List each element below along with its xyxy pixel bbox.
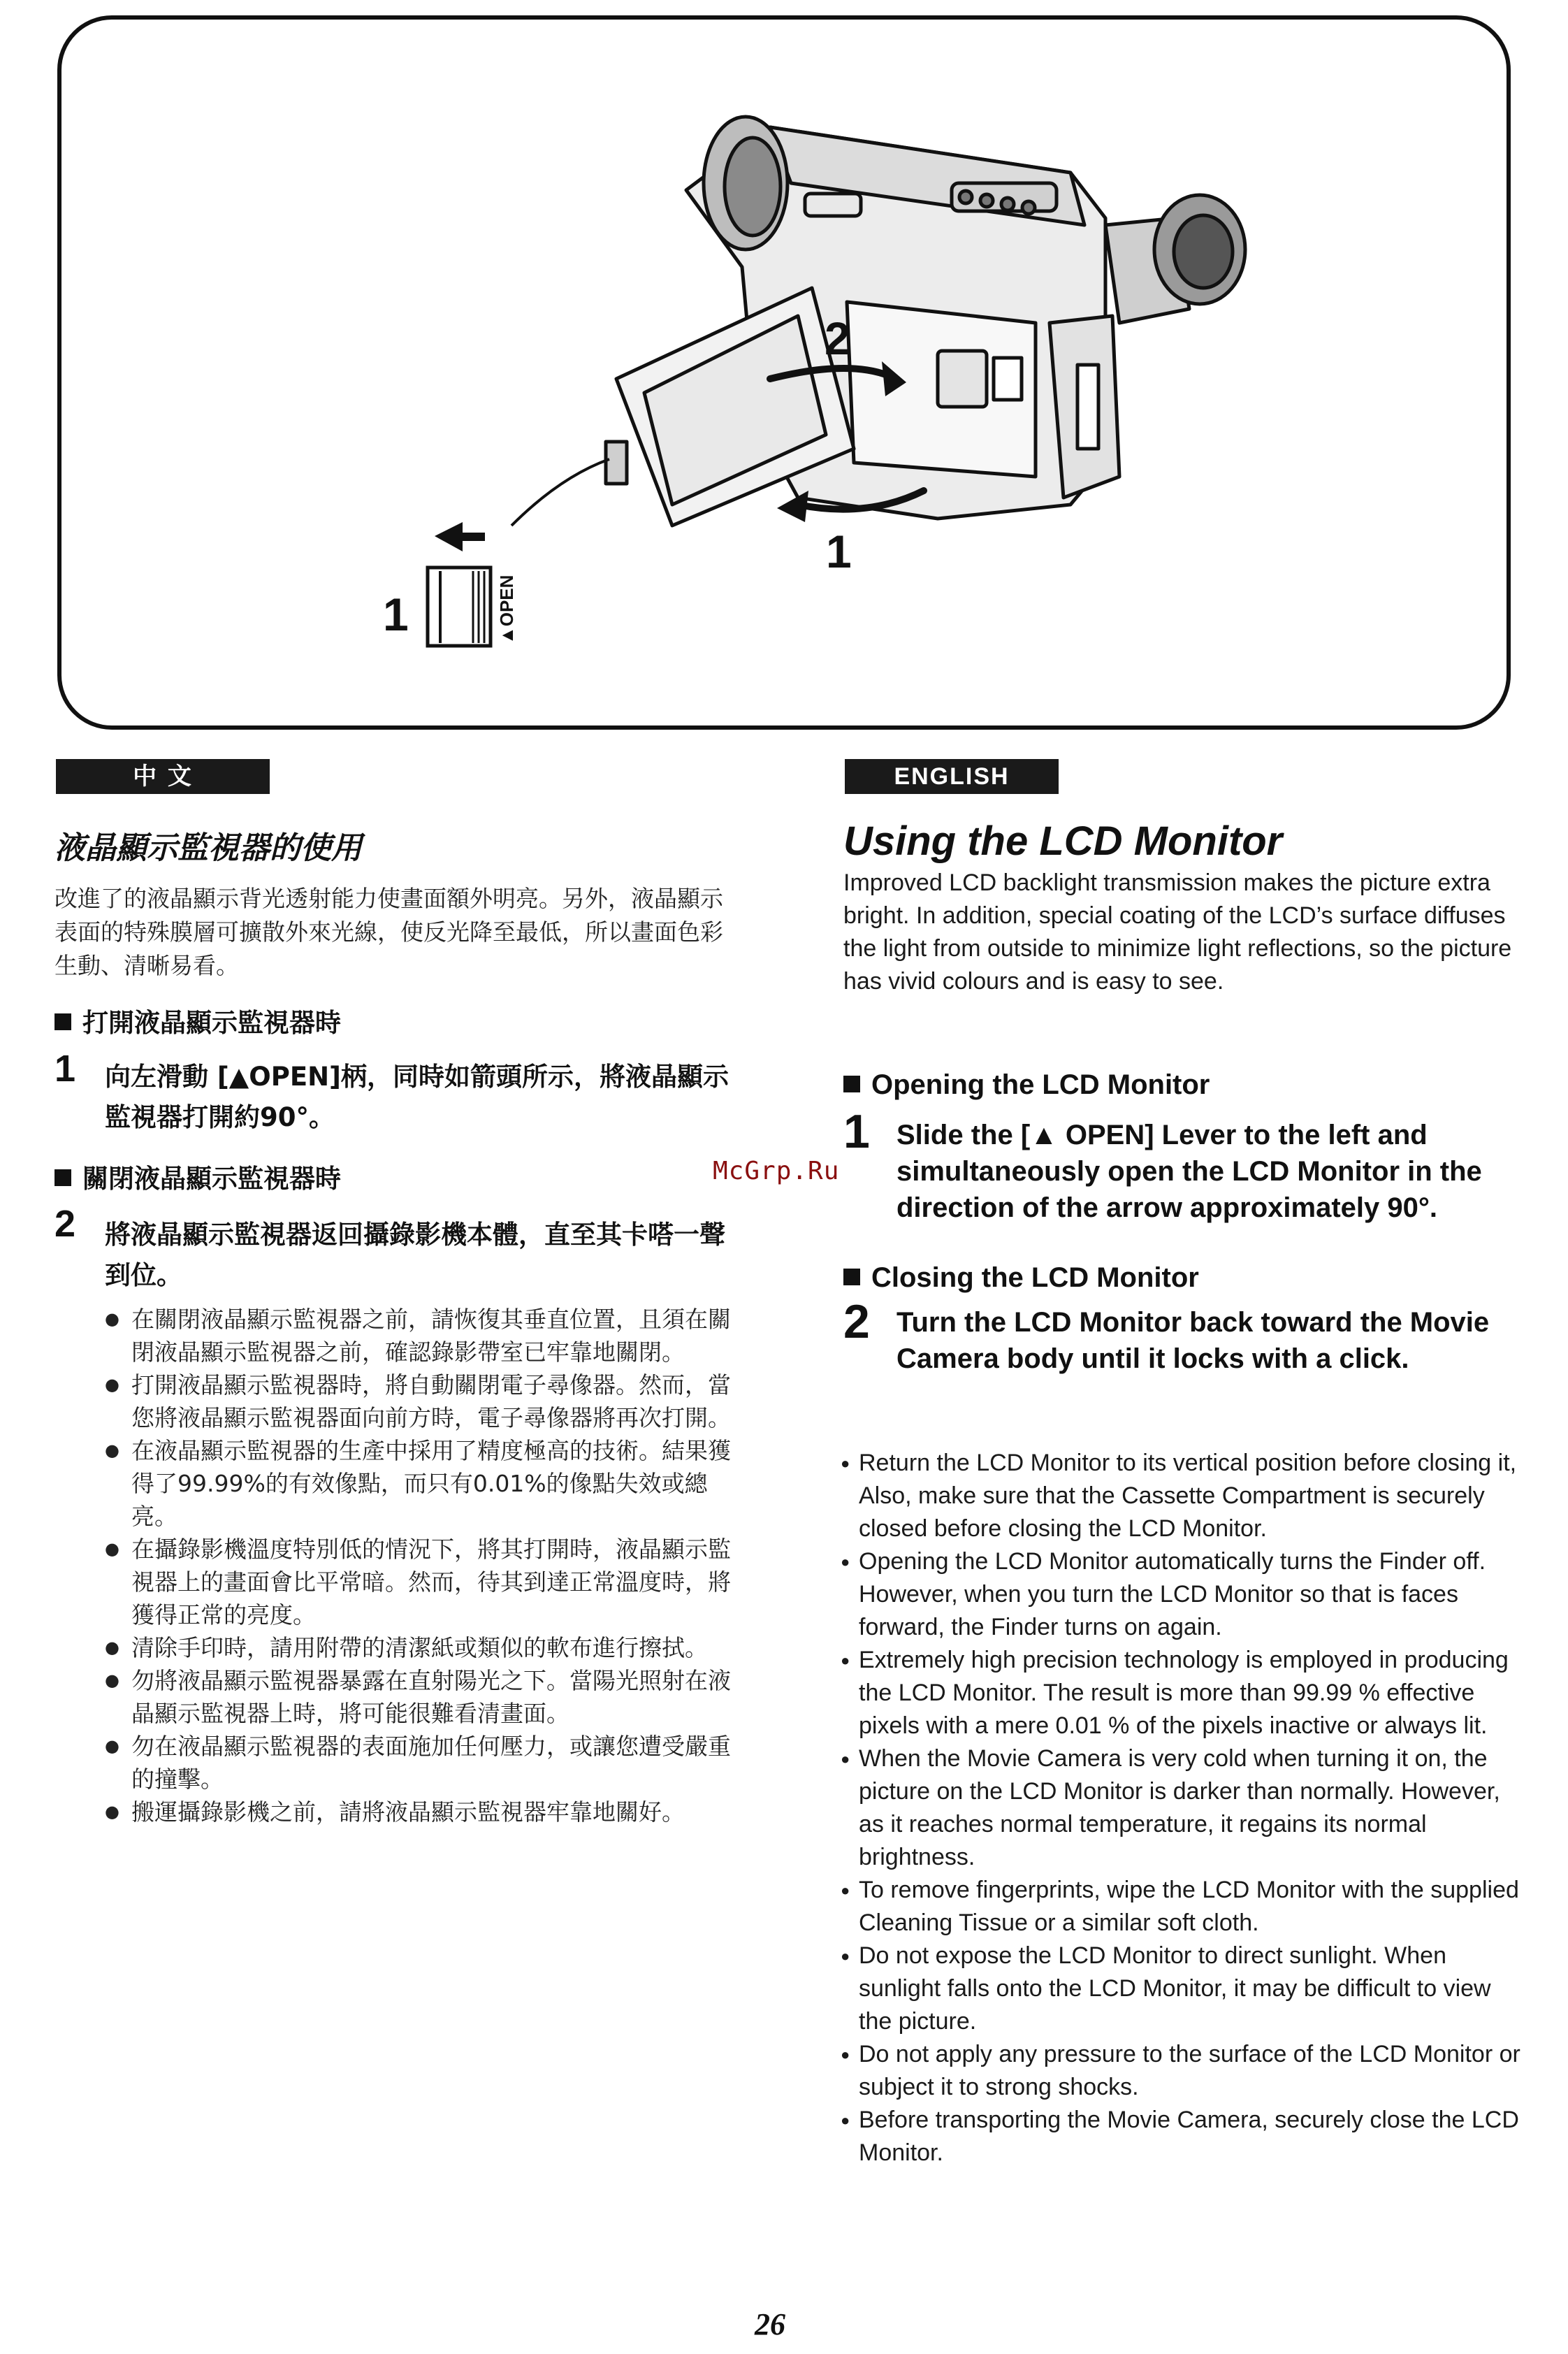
arrow-head-1 bbox=[777, 491, 808, 522]
camcorder-illustration bbox=[57, 15, 1511, 730]
english-step1-text: Slide the [▲ OPEN] Lever to the left and simultaneously open the LCD Monitor in the direction of the arrow approximately 90°. bbox=[896, 1120, 1482, 1223]
list-item: ● Do not expose the LCD Monitor to direct sunlight. When sunlight falls onto the LCD Monitor, it may be difficult to view the picture. bbox=[843, 1940, 1528, 2038]
chinese-language-bar: 中 文 bbox=[56, 759, 270, 794]
english-bullet-list bbox=[843, 1447, 1528, 2169]
english-opening-heading-text: Opening the LCD Monitor bbox=[871, 1069, 1210, 1100]
chinese-opening-heading bbox=[55, 1002, 341, 1039]
english-closing-heading bbox=[843, 1262, 1199, 1294]
square-bullet-icon bbox=[843, 1076, 860, 1092]
leader-line bbox=[511, 459, 609, 526]
list-item: ● To remove fingerprints, wipe the LCD Monitor with the supplied Cleaning Tissue or a similar soft cloth. bbox=[843, 1874, 1528, 1940]
chinese-intro: 改進了的液晶顯示背光透射能力使畫面額外明亮。另外，液晶顯示表面的特殊膜層可擴散外來光線，使反光降至最低，所以畫面色彩生動、清晰易看。 bbox=[55, 885, 723, 979]
english-language-bar: ENGLISH bbox=[845, 759, 1059, 794]
list-item: ● Do not apply any pressure to the surface of the LCD Monitor or subject it to strong shocks. bbox=[843, 2038, 1528, 2104]
list-item: ● 清除手印時，請用附帶的清潔紙或類似的軟布進行擦拭。 bbox=[105, 1631, 734, 1664]
lever-open-label: ▲OPEN bbox=[496, 575, 517, 644]
square-bullet-icon bbox=[55, 1169, 71, 1186]
list-item: ● 在關閉液晶顯示監視器之前，請恢復其垂直位置，且須在關閉液晶顯示監視器之前，確認錄影帶室已牢靠地關閉。 bbox=[105, 1303, 734, 1369]
list-item: ● 勿在液晶顯示監視器的表面施加任何壓力，或讓您遭受嚴重的撞擊。 bbox=[105, 1730, 734, 1796]
list-item: ● 勿將液晶顯示監視器暴露在直射陽光之下。當陽光照射在液晶顯示監視器上時，將可能很難看清畫面。 bbox=[105, 1664, 734, 1730]
square-bullet-icon bbox=[843, 1269, 860, 1285]
page-number: 26 bbox=[755, 2307, 785, 2341]
list-item: ● 搬運攝錄影機之前，請將液晶顯示監視器牢靠地關好。 bbox=[105, 1796, 734, 1828]
chinese-step1-number: 1 bbox=[55, 1048, 76, 1090]
list-item: ● 打開液晶顯示監視器時，將自動關閉電子尋像器。然而，當您將液晶顯示監視器面向前方時，電子尋像器將再次打開。 bbox=[105, 1369, 734, 1434]
list-item: ● When the Movie Camera is very cold when turning it on, the picture on the LCD Monitor is darker than normally. However, as it reaches normal temperature, it regains its normal brightness. bbox=[843, 1742, 1528, 1874]
figure-step1-right: 1 bbox=[826, 526, 852, 577]
list-item: ● Opening the LCD Monitor automatically turns the Finder off. However, when you turn the LCD Monitor so that is faces forward, the Finder turns on again. bbox=[843, 1545, 1528, 1644]
list-item: ● 在攝錄影機溫度特別低的情況下，將其打開時，液晶顯示監視器上的畫面會比平常暗。然而，待其到達正常溫度時，將獲得正常的亮度。 bbox=[105, 1533, 734, 1631]
square-bullet-icon bbox=[55, 1013, 71, 1030]
open-lever-icon bbox=[428, 568, 491, 646]
chinese-step2-number: 2 bbox=[55, 1203, 76, 1245]
english-opening-heading bbox=[843, 1069, 1210, 1101]
english-step2-number: 2 bbox=[843, 1295, 870, 1348]
list-item: ● 在液晶顯示監視器的生產中採用了精度極高的技術。結果獲得了99.99%的有效像點，而只有0.01%的像點失效或總亮。 bbox=[105, 1434, 734, 1533]
chinese-closing-heading bbox=[55, 1157, 341, 1195]
list-item: ● Return the LCD Monitor to its vertical position before closing it, Also, make sure that the Cassette Compartment is securely closed before closing the LCD Monitor. bbox=[843, 1447, 1528, 1545]
english-title: Using the LCD Monitor bbox=[843, 818, 1283, 864]
left-arrow-icon bbox=[435, 522, 485, 551]
figure-step2: 2 bbox=[825, 312, 850, 364]
chinese-closing-heading-text: 關閉液晶顯示監視器時 bbox=[82, 1164, 341, 1194]
english-intro: Improved LCD backlight transmission makes the picture extra bright. In addition, special coating of the LCD’s surface diffuses the light from outside to minimize light reflections, so the picture has vivid colours and is easy to see. bbox=[843, 869, 1512, 995]
chinese-step2-text: 將液晶顯示監視器返回攝錄影機本體，直至其卡嗒一聲到位。 bbox=[105, 1220, 725, 1290]
figure-step1-left: 1 bbox=[383, 588, 409, 640]
chinese-opening-heading-text: 打開液晶顯示監視器時 bbox=[82, 1008, 341, 1038]
chinese-bullet-list bbox=[105, 1303, 734, 1828]
chinese-step1-text: 向左滑動 [▲OPEN]柄，同時如箭頭所示，將液晶顯示監視器打開約90°。 bbox=[105, 1062, 729, 1132]
list-item: ● Before transporting the Movie Camera, securely close the LCD Monitor. bbox=[843, 2104, 1528, 2169]
chinese-title: 液晶顯示監視器的使用 bbox=[55, 830, 362, 866]
watermark-link[interactable]: McGrp.Ru bbox=[713, 1157, 840, 1185]
list-item: ● Extremely high precision technology is employed in producing the LCD Monitor. The result is more than 99.99 % effective pixels with a mere 0.01 % of the pixels inactive or always lit. bbox=[843, 1644, 1528, 1742]
english-step2-text: Turn the LCD Monitor back toward the Movie Camera body until it locks with a click. bbox=[896, 1307, 1490, 1374]
english-closing-heading-text: Closing the LCD Monitor bbox=[871, 1262, 1199, 1293]
english-step1-number: 1 bbox=[843, 1105, 870, 1158]
